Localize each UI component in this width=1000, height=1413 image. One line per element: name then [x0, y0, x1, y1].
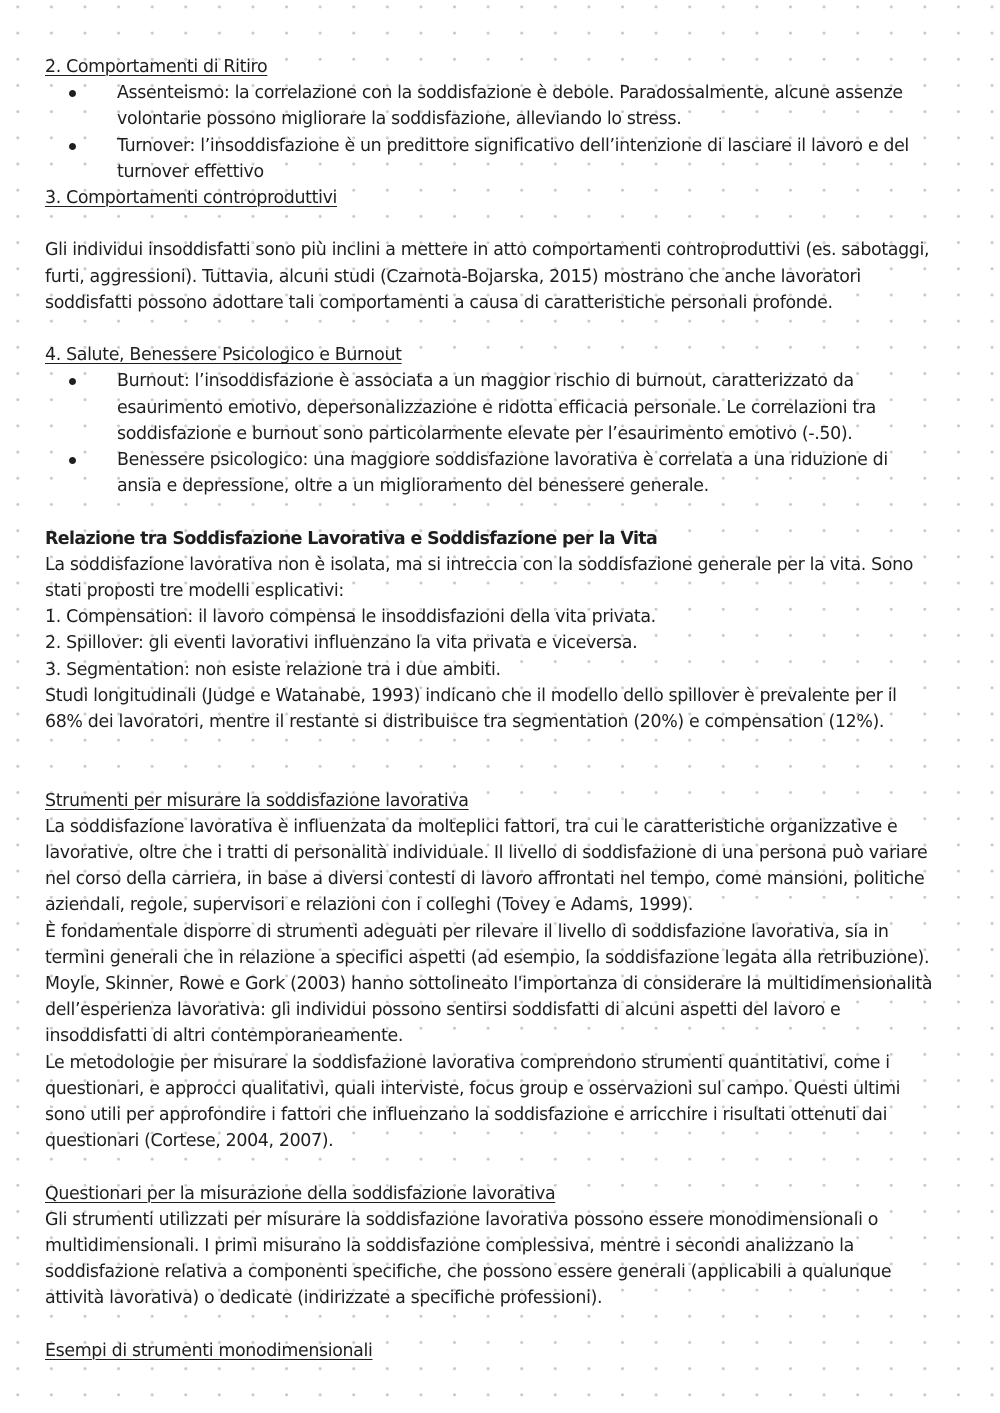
- section-heading-health: 4. Salute, Benessere Psicologico e Burnout: [45, 345, 402, 366]
- spacer: [45, 1312, 960, 1338]
- bullet-text-line: ansia e depressione, oltre a un miglioramento del benessere generale.: [117, 476, 709, 497]
- bullet-item-burnout: [45, 368, 960, 447]
- bullet-item-wellbeing: [45, 447, 960, 499]
- bullet-item-absenteeism: [45, 80, 960, 132]
- bullet-dot-icon: [69, 457, 76, 464]
- paragraph-counterproductive: [45, 237, 960, 316]
- bullet-dot-icon: [69, 90, 76, 97]
- bullet-dot-icon: [69, 378, 76, 385]
- withdrawal-bullet-list: [45, 80, 960, 185]
- paragraph-line: dell’esperienza lavorativa: gli individui possono sentirsi soddisfatti di alcuni aspetti del lavoro e: [45, 1000, 841, 1021]
- paragraph-line: nel corso della carriera, in base a diversi contesti di lavoro affrontati nel tempo, come mansioni, politiche: [45, 869, 925, 890]
- paragraph-line: Gli strumenti utilizzati per misurare la soddisfazione lavorativa possono essere monodimensionali o: [45, 1209, 879, 1230]
- bullet-text-line: Turnover: l’insoddisfazione è un predittore significativo dell’intenzione di lasciare il lavoro e del: [117, 135, 909, 156]
- paragraph-line: Moyle, Skinner, Rowe e Gork (2003) hanno sottolineato l'importanza di considerare la multidimensionalità: [45, 974, 933, 995]
- paragraph-line: Studi longitudinali (Judge e Watanabe, 1993) indicano che il modello dello spillover è prevalente per il: [45, 685, 897, 706]
- paragraph-line: attività lavorativa) o dedicate (indirizzate a specifiche professioni).: [45, 1288, 603, 1309]
- paragraph-line: stati proposti tre modelli esplicativi:: [45, 581, 344, 602]
- bullet-text-line: Benessere psicologico: una maggiore soddisfazione lavorativa è correlata a una riduzione di: [117, 450, 888, 471]
- paragraph-instruments: [45, 814, 960, 1155]
- paragraph-line: Le metodologie per misurare la soddisfazione lavorativa comprendono strumenti quantitativi, come i: [45, 1052, 890, 1073]
- paragraph-line: multidimensionali. I primi misurano la soddisfazione complessiva, mentre i secondi analizzano la: [45, 1236, 854, 1257]
- document-page: [45, 54, 960, 1364]
- paragraph-line: 68% dei lavoratori, mentre il restante si distribuisce tra segmentation (20%) e compensation (12%).: [45, 712, 885, 733]
- paragraph-line: aziendali, regole, supervisori e relazioni con i colleghi (Tovey e Adams, 1999).: [45, 895, 694, 916]
- spacer: [45, 1154, 960, 1180]
- health-bullet-list: [45, 368, 960, 499]
- section-heading-life-satisfaction: Relazione tra Soddisfazione Lavorativa e Soddisfazione per la Vita: [45, 528, 658, 549]
- model-item-segmentation: 3. Segmentation: non esiste relazione tra i due ambiti.: [45, 659, 501, 680]
- spacer: [45, 499, 960, 525]
- paragraph-line: Gli individui insoddisfatti sono più inclini a mettere in atto comportamenti controproduttivi (es. sabotaggi,: [45, 240, 930, 261]
- section-heading-instruments: Strumenti per misurare la soddisfazione lavorativa: [45, 790, 469, 811]
- section-heading-questionnaires: Questionari per la misurazione della soddisfazione lavorativa: [45, 1183, 556, 1204]
- paragraph-line: La soddisfazione lavorativa è influenzata da molteplici fattori, tra cui le caratteristiche organizzative e: [45, 816, 898, 837]
- spacer: [45, 316, 960, 342]
- bullet-item-turnover: [45, 133, 960, 185]
- bullet-text-line: soddisfazione e burnout sono particolarmente elevate per l’esaurimento emotivo (-.50).: [117, 423, 853, 444]
- bullet-text-line: Burnout: l’insoddisfazione è associata a un maggior rischio di burnout, caratterizzato da: [117, 371, 854, 392]
- paragraph-line: questionari, e approcci qualitativi, quali interviste, focus group e osservazioni sul campo. Questi ultimi: [45, 1078, 901, 1099]
- paragraph-line: La soddisfazione lavorativa non è isolata, ma si intreccia con la soddisfazione generale per la vita. Sono: [45, 554, 914, 575]
- spacer: [45, 735, 960, 787]
- paragraph-line: È fondamentale disporre di strumenti adeguati per rilevare il livello di soddisfazione lavorativa, sia in: [45, 921, 889, 942]
- paragraph-line: questionari (Cortese, 2004, 2007).: [45, 1131, 334, 1152]
- section-heading-withdrawal: 2. Comportamenti di Ritiro: [45, 57, 268, 77]
- paragraph-line: lavorative, oltre che i tratti di personalità individuale. Il livello di soddisfazione di una persona può variare: [45, 843, 928, 864]
- bullet-dot-icon: [69, 143, 76, 150]
- model-item-compensation: 1. Compensation: il lavoro compensa le insoddisfazioni della vita privata.: [45, 607, 656, 628]
- paragraph-line: insoddisfatti di altri contemporaneamente.: [45, 1026, 404, 1047]
- paragraph-line: soddisfazione relativa a componenti specifiche, che possono essere generali (applicabili a qualunque: [45, 1262, 892, 1283]
- bullet-text-line: Assenteismo: la correlazione con la soddisfazione è debole. Paradossalmente, alcune assenze: [117, 83, 903, 104]
- paragraph-life-satisfaction: [45, 552, 960, 735]
- paragraph-line: sono utili per approfondire i fattori che influenzano la soddisfazione e arricchire i risultati ottenuti dai: [45, 1105, 888, 1126]
- paragraph-line: termini generali che in relazione a specifici aspetti (ad esempio, la soddisfazione legata alla retribuzione).: [45, 947, 930, 968]
- bullet-text-line: turnover effettivo: [117, 161, 264, 182]
- paragraph-questionnaires: [45, 1207, 960, 1312]
- section-heading-examples: Esempi di strumenti monodimensionali: [45, 1340, 373, 1361]
- paragraph-line: furti, aggressioni). Tuttavia, alcuni studi (Czarnota-Bojarska, 2015) mostrano che anche lavoratori: [45, 266, 861, 287]
- bullet-text-line: volontarie possono migliorare la soddisfazione, alleviando lo stress.: [117, 109, 682, 130]
- spacer: [45, 211, 960, 237]
- section-heading-counterproductive: 3. Comportamenti controproduttivi: [45, 188, 337, 209]
- model-item-spillover: 2. Spillover: gli eventi lavorativi influenzano la vita privata e viceversa.: [45, 633, 638, 654]
- bullet-text-line: esaurimento emotivo, depersonalizzazione e ridotta efficacia personale. Le correlazioni tra: [117, 397, 876, 418]
- paragraph-line: soddisfatti possono adottare tali comportamenti a causa di caratteristiche personali profonde.: [45, 292, 833, 313]
